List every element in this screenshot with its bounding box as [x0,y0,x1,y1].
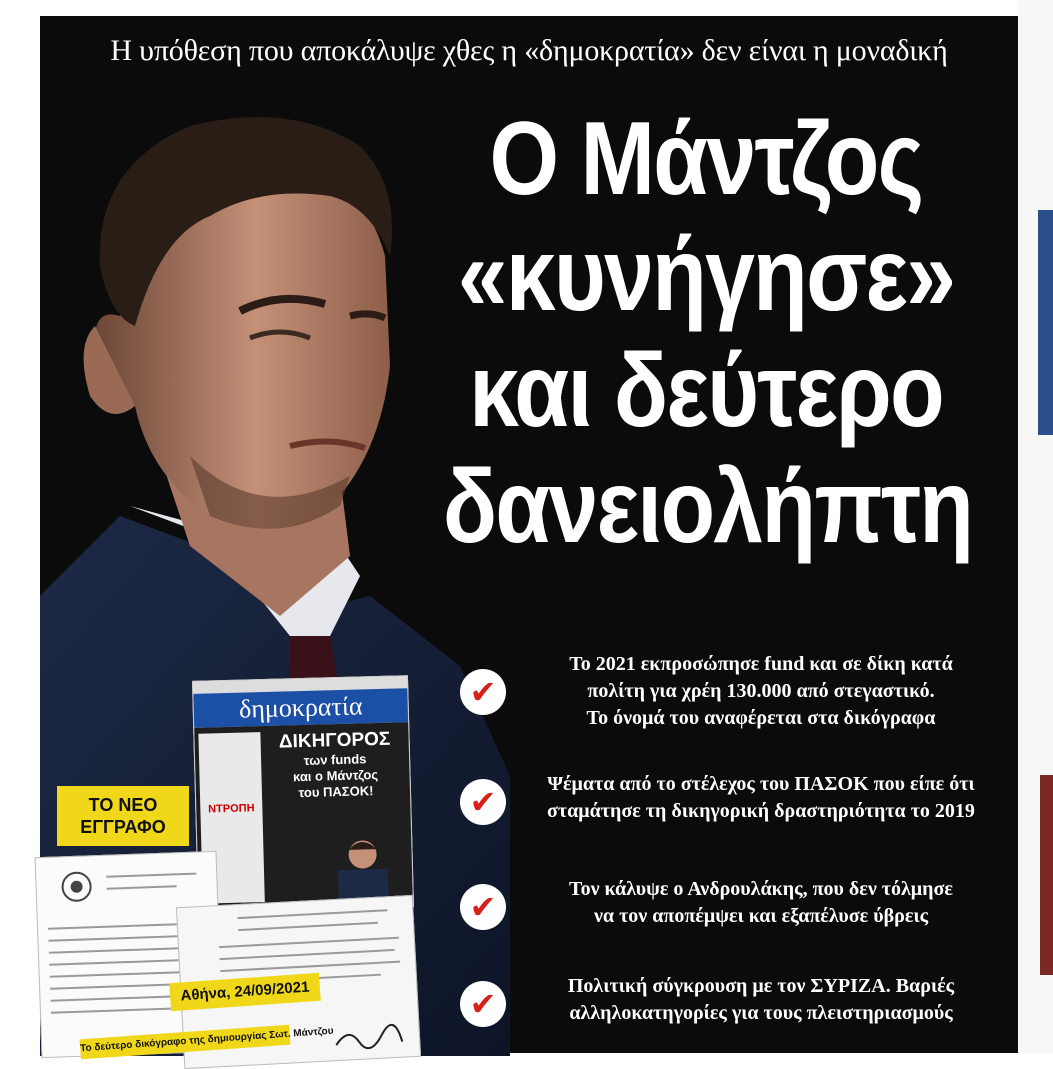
red-checkmark-icon: ✔ [460,669,506,715]
headline-line: και δεύτερο [469,333,943,449]
bullet-text: Τον κάλυψε ο Ανδρουλάκης, που δεν τόλμησε να τον αποπέμψει και εξαπέλυσε ύβρεις [569,878,953,927]
document-date: Αθήνα, 24/09/2021 [169,973,321,1011]
headline [442,101,973,565]
adjacent-article-photo [1040,775,1053,975]
new-document-badge: ΤΟ ΝΕΟ ΕΓΓΡΑΦΟ [57,786,189,846]
adjacent-article-photo [1038,210,1053,435]
newspaper-clipping [192,675,414,913]
bullet-text: Πολιτική σύγκρουση με τον ΣΥΡΙΖΑ. Βαριές αλληλοκατηγορίες για τους πλειστηριασμούς [567,975,955,1024]
headline-line: Ο Μάντζος [489,101,923,217]
front-page-panel [40,16,1018,1053]
red-checkmark-icon: ✔ [460,779,506,825]
kicker: Η υπόθεση που αποκάλυψε χθες η «δημοκρατία» δεν είναι η μοναδική [110,34,948,67]
page-margin-left [0,0,40,1053]
seal-icon [56,866,97,907]
signature-icon [333,1022,404,1056]
headline-line: «κυνήγησε» [457,217,955,333]
headline-line: δανειολήπτη [442,449,973,565]
bullet-text: Το 2021 εκπροσώπησε fund και σε δίκη κατά πολίτη για χρέη 130.000 από στεγαστικό. Το όνομά του αναφέρεται στα δικόγραφα [569,653,953,729]
red-checkmark-icon: ✔ [460,981,506,1027]
clipping-side-label: ΝΤΡΟΠΗ [207,802,255,816]
bullet-text: Ψέματα από το στέλεχος του ΠΑΣΟΚ που είπε ότι σταμάτησε τη δικηγορική δραστηριότητα το 2019 [547,773,975,822]
red-checkmark-icon: ✔ [460,884,506,930]
clipping-masthead: δημοκρατία [193,688,408,728]
clipping-portrait [337,829,389,900]
document-caption: Το δεύτερο δικόγραφο της δημιουργίας Σωτ. Μάντζου [80,1025,291,1060]
clipping-headline: ΔΙΚΗΓΟΡΟΣ των funds και ο Μάντζος του ΠΑΣΟΚ! [278,728,391,801]
